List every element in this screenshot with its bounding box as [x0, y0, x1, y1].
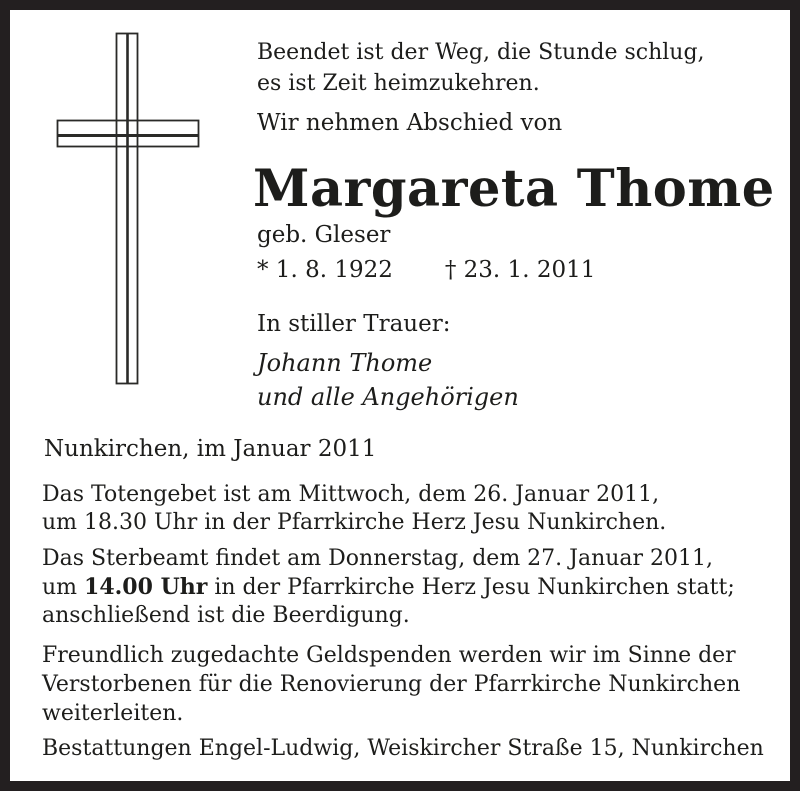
- sterbeamt-line-2: [42, 573, 735, 602]
- cross-icon: [10, 10, 230, 410]
- sterbeamt-line-2-post: in der Pfarrkirche Herz Jesu Nunkirchen statt;: [207, 575, 735, 600]
- maiden-name: geb. Gleser: [257, 222, 391, 248]
- undertaker-line: Bestattungen Engel-Ludwig, Weiskircher Straße 15, Nunkirchen: [42, 736, 764, 761]
- totengebet-line-1: Das Totengebet ist am Mittwoch, dem 26. Januar 2011,: [42, 482, 660, 507]
- mourners-line: und alle Angehörigen: [257, 383, 519, 411]
- mourning-header: In stiller Trauer:: [257, 311, 451, 337]
- place-date-line: Nunkirchen, im Januar 2011: [44, 436, 377, 462]
- donation-line-2: Verstorbenen für die Renovierung der Pfarrkirche Nunkirchen: [42, 672, 741, 697]
- death-date: † 23. 1. 2011: [444, 257, 596, 283]
- birth-date: * 1. 8. 1922: [257, 257, 393, 283]
- epitaph: [257, 37, 705, 99]
- donation-line-3: weiterleiten.: [42, 701, 184, 726]
- sterbeamt-line-1: Das Sterbeamt findet am Donnerstag, dem 27. Januar 2011,: [42, 546, 714, 571]
- epitaph-line-1: Beendet ist der Weg, die Stunde schlug,: [257, 40, 705, 65]
- donation-line-1: Freundlich zugedachte Geldspenden werden wir im Sinne der: [42, 643, 736, 668]
- epitaph-line-2: es ist Zeit heimzukehren.: [257, 71, 540, 96]
- life-dates: [257, 254, 595, 286]
- sterbeamt-time-bold: 14.00 Uhr: [84, 574, 208, 600]
- sterbeamt-line-3: anschließend ist die Beerdigung.: [42, 603, 410, 628]
- mourner-name: Johann Thome: [257, 349, 433, 377]
- totengebet-paragraph: [42, 481, 666, 537]
- farewell-line: Wir nehmen Abschied von: [257, 110, 563, 136]
- mourners: [257, 346, 519, 414]
- sterbeamt-paragraph: [42, 545, 735, 630]
- sterbeamt-line-2-pre: um: [42, 575, 85, 600]
- deceased-name: Margareta Thome: [253, 159, 775, 219]
- totengebet-line-2: um 18.30 Uhr in der Pfarrkirche Herz Jesu Nunkirchen.: [42, 510, 667, 535]
- donation-paragraph: [42, 641, 740, 728]
